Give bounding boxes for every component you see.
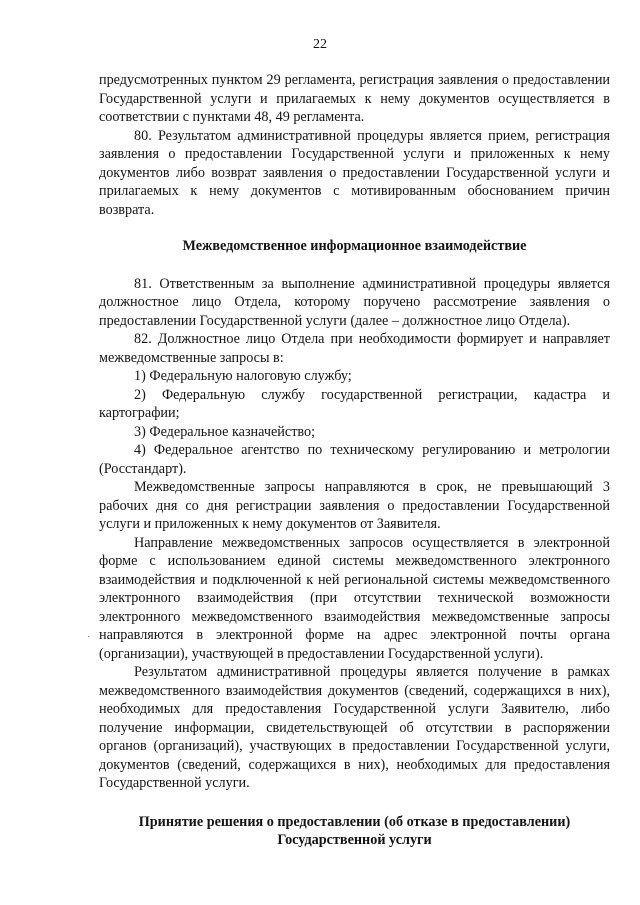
paragraph-82: 82. Должностное лицо Отдела при необходимости формирует и направляет межведомственные запросы в: [99,331,610,366]
list-item-4: 4) Федеральное агентство по техническому регулированию и метрологии (Росстандарт). [99,442,610,477]
paragraph-continuation: предусмотренных пунктом 29 регламента, регистрация заявления о предоставлении Государственной услуги и прилагаемых к нему документов осуществляется в соответствии с пунктами 48, 49 регламента. [99,72,610,125]
scan-speck: · [87,632,91,643]
list-item-2: 2) Федеральную службу государственной регистрации, кадастра и картографии; [99,386,610,421]
page-number: 22 [313,37,327,52]
section-heading-interagency: Межведомственное информационное взаимодействие [182,238,527,254]
paragraph-81: 81. Ответственным за выполнение административной процедуры является должностное лицо Отдела, которому поручено рассмотрение заявления о предоставлении Государственной услуги (далее – должностное лицо Отдела). [99,275,610,329]
section-heading-decision: Принятие решения о предоставлении (об отказе в предоставлении) Государственной услуги [138,813,571,848]
document-body [99,71,610,850]
paragraph-procedure-result: Результатом административной процедуры является получение в рамках межведомственного взаимодействия документов (сведений, содержащихся в них), необходимых для предоставления Государственной услуги Заявителю, либо получение информации, свидетельствующей об отсутствии в распоряжении органов (организаций), участвующих в предоставлении Государственной услуги, документов (сведений, содержащихся в них), необходимых для предоставления Государственной услуги. [99,664,610,791]
paragraph-request-method: Направление межведомственных запросов осуществляется в электронной форме с использованием единой системы межведомственного электронного взаимодействия и подключенной к ней региональной системы межведомственного электронного взаимодействия (при отсутствии технической возможности электронного межведомственного взаимодействия межведомственные запросы направляются в электронной форме на адрес электронной почты органа (организации), участвующей в предоставлении Государственной услуги). [99,534,610,662]
list-item-3: 3) Федеральное казначейство; [134,423,316,440]
paragraph-80: 80. Результатом административной процедуры является прием, регистрация заявления о предоставлении Государственной услуги и приложенных к нему документов либо возврат заявления о предоставлении Государственной услуги и прилагаемых к нему документов с мотивированным обоснованием причин возврата. [99,127,610,218]
list-item-1: 1) Федеральную налоговую службу; [134,368,352,384]
paragraph-request-deadline: Межведомственные запросы направляются в срок, не превышающий 3 рабочих дня со дня регистрации заявления о предоставлении Государственной услуги и приложенных к нему документов от Заявителя. [99,479,610,532]
